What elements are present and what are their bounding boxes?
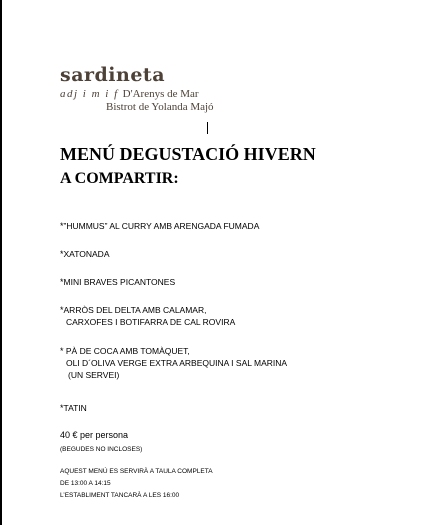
item-text: MINI BRAVES PICANTONES (63, 277, 176, 287)
logo-subline: Bistrot de Yolanda Majó (106, 101, 214, 113)
closing-note: L’ESTABLIMENT TANCARÀ A LES 16:00 (60, 492, 180, 499)
logo-name: sardineta (60, 64, 166, 86)
logo-tagline-text: D'Arenys de Mar (122, 88, 199, 100)
menu-item (60, 276, 175, 288)
menu-item (60, 345, 287, 381)
logo-tagline-italic: adj i m i f (60, 88, 119, 100)
item-bullet: * (60, 305, 64, 315)
service-note: AQUEST MENÚ ES SERVIRÀ A TAULA COMPLETA (60, 468, 213, 475)
item-bullet: * (60, 346, 64, 356)
menu-item (60, 220, 259, 232)
item-bullet: * (60, 249, 64, 259)
menu-item (60, 248, 110, 260)
menu-price: 40 € per persona (60, 430, 129, 440)
text-cursor (207, 122, 208, 134)
item-text-line2: OLI D´OLIVA VERGE EXTRA ARBEQUINA I SAL MARINA (66, 358, 288, 368)
item-text: TATIN (63, 403, 87, 413)
menu-title: MENÚ DEGUSTACIÓ HIVERN (60, 144, 316, 164)
drinks-note: (BEGUDES NO INCLOSES) (60, 446, 143, 453)
menu-subtitle: A COMPARTIR: (60, 170, 179, 187)
item-bullet: * (60, 277, 64, 287)
logo-tagline (60, 88, 199, 100)
item-text: PÀ DE COCA AMB TOMÀQUET, (63, 346, 190, 356)
page-border (0, 0, 2, 525)
item-bullet: * (60, 403, 64, 413)
item-text: XATONADA (63, 249, 110, 259)
item-text-line3: (UN SERVEI) (68, 370, 120, 380)
menu-item (60, 402, 87, 414)
menu-item (60, 304, 235, 328)
service-hours: DE 13:00 A 14:15 (60, 480, 111, 487)
item-text: ”HUMMUS” AL CURRY AMB ARENGADA FUMADA (63, 221, 260, 231)
item-text: ARRÒS DEL DELTA AMB CALAMAR, (63, 305, 207, 315)
item-text-line2: CARXOFES I BOTIFARRA DE CAL ROVIRA (66, 317, 236, 327)
item-bullet: * (60, 221, 64, 231)
